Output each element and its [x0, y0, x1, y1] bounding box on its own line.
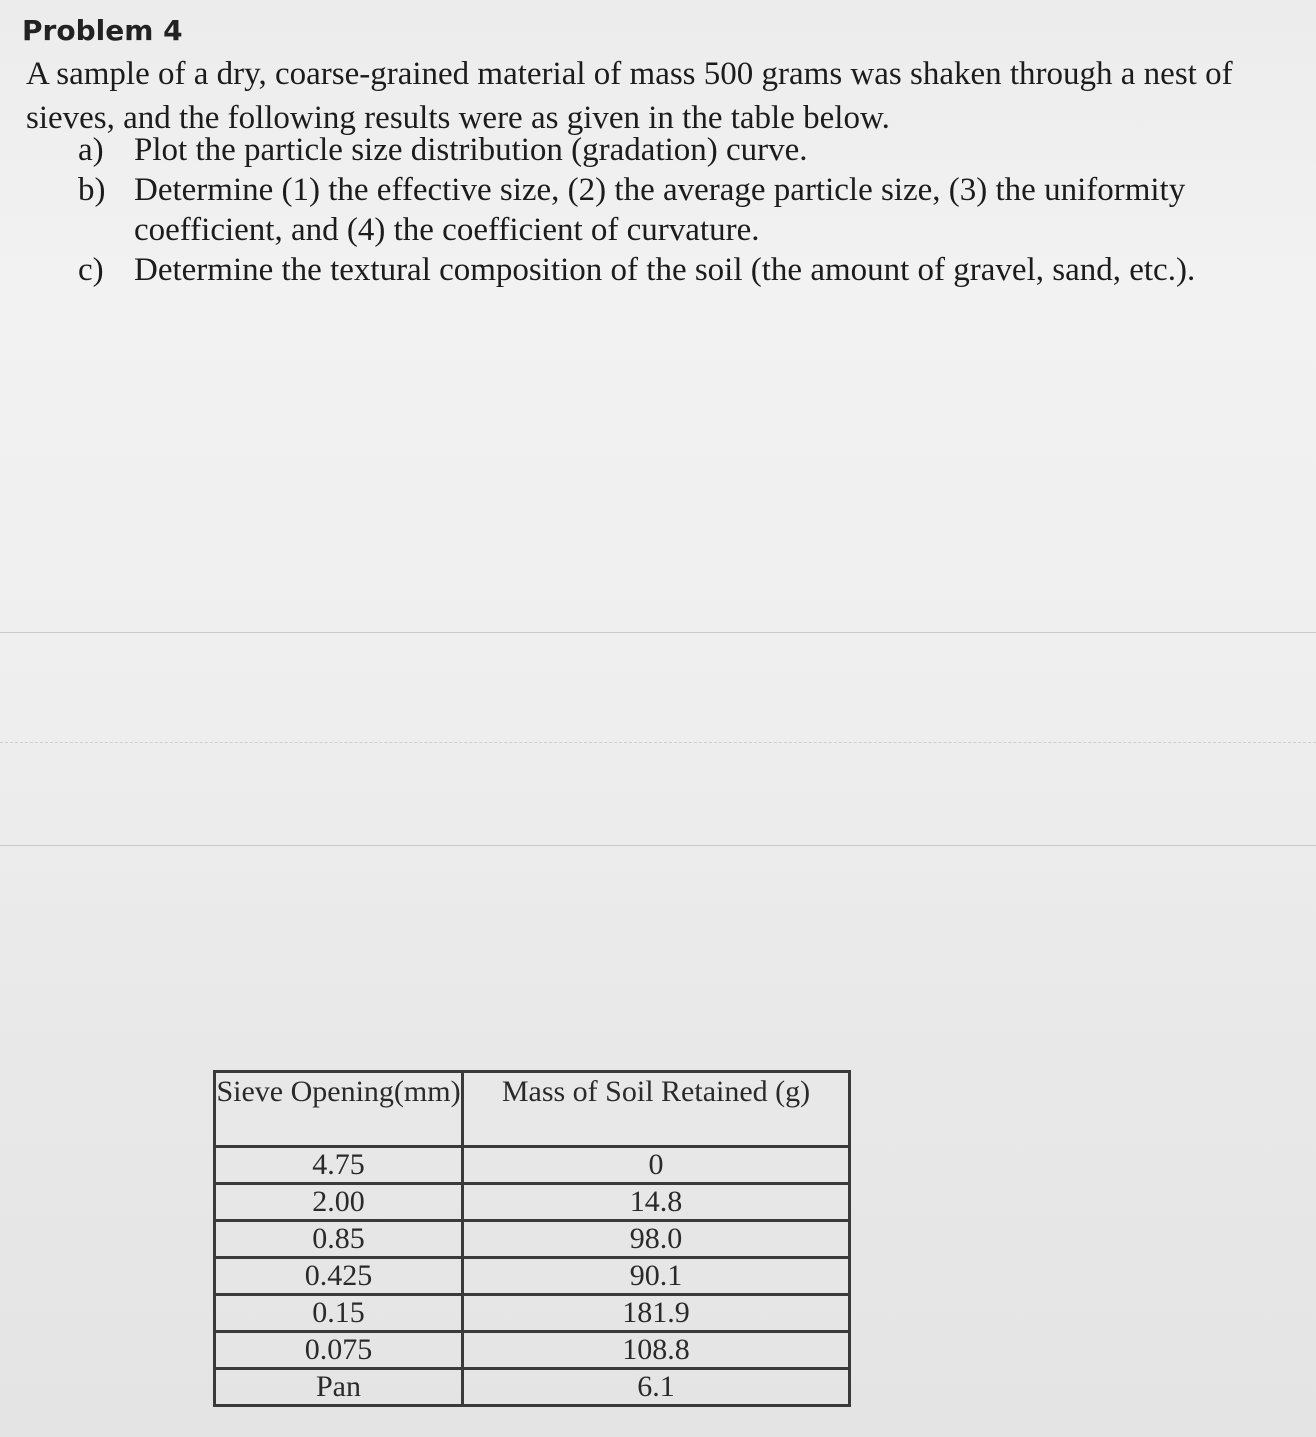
page-divider — [0, 632, 1316, 633]
column-header: Sieve Opening(mm) — [215, 1072, 463, 1147]
table-cell: Pan — [215, 1369, 463, 1406]
table-cell: 4.75 — [215, 1147, 463, 1184]
table-row — [215, 1295, 850, 1332]
table-cell: 2.00 — [215, 1184, 463, 1221]
table-row — [215, 1332, 850, 1369]
question-label: c) — [78, 252, 104, 288]
question-item — [78, 250, 1288, 290]
table-cell: 90.1 — [463, 1258, 850, 1295]
problem-intro: A sample of a dry, coarse-grained material of mass 500 grams was shaken through a nest of sieves, and the following results were as given in the table below. — [26, 56, 1233, 136]
table-cell: 0.425 — [215, 1258, 463, 1295]
table-cell: 0.075 — [215, 1332, 463, 1369]
question-text: Determine the textural composition of the soil (the amount of gravel, sand, etc.). — [134, 252, 1196, 288]
table-header-row — [215, 1072, 850, 1147]
table-row — [215, 1221, 850, 1258]
page-divider — [0, 742, 1316, 743]
table-row — [215, 1147, 850, 1184]
table-cell: 108.8 — [463, 1332, 850, 1369]
table-cell: 14.8 — [463, 1184, 850, 1221]
question-label: a) — [78, 132, 104, 168]
problem-heading: Problem 4 — [22, 14, 183, 47]
table-cell: 181.9 — [463, 1295, 850, 1332]
table-cell: 0.85 — [215, 1221, 463, 1258]
table-cell: 6.1 — [463, 1369, 850, 1406]
sieve-data-table — [213, 1070, 851, 1407]
table-row — [215, 1369, 850, 1406]
table-row — [215, 1258, 850, 1295]
table-cell: 0.15 — [215, 1295, 463, 1332]
question-label: b) — [78, 172, 106, 208]
table-cell: 0 — [463, 1147, 850, 1184]
question-item — [78, 170, 1288, 250]
question-text: Determine (1) the effective size, (2) the average particle size, (3) the uniformity coefficient, and (4) the coefficient of curvature. — [134, 172, 1186, 248]
table-row — [215, 1184, 850, 1221]
question-list — [78, 130, 1288, 290]
table-cell: 98.0 — [463, 1221, 850, 1258]
column-header: Mass of Soil Retained (g) — [463, 1072, 850, 1147]
page-divider — [0, 845, 1316, 846]
question-item — [78, 130, 1288, 170]
question-text: Plot the particle size distribution (gradation) curve. — [134, 132, 808, 168]
